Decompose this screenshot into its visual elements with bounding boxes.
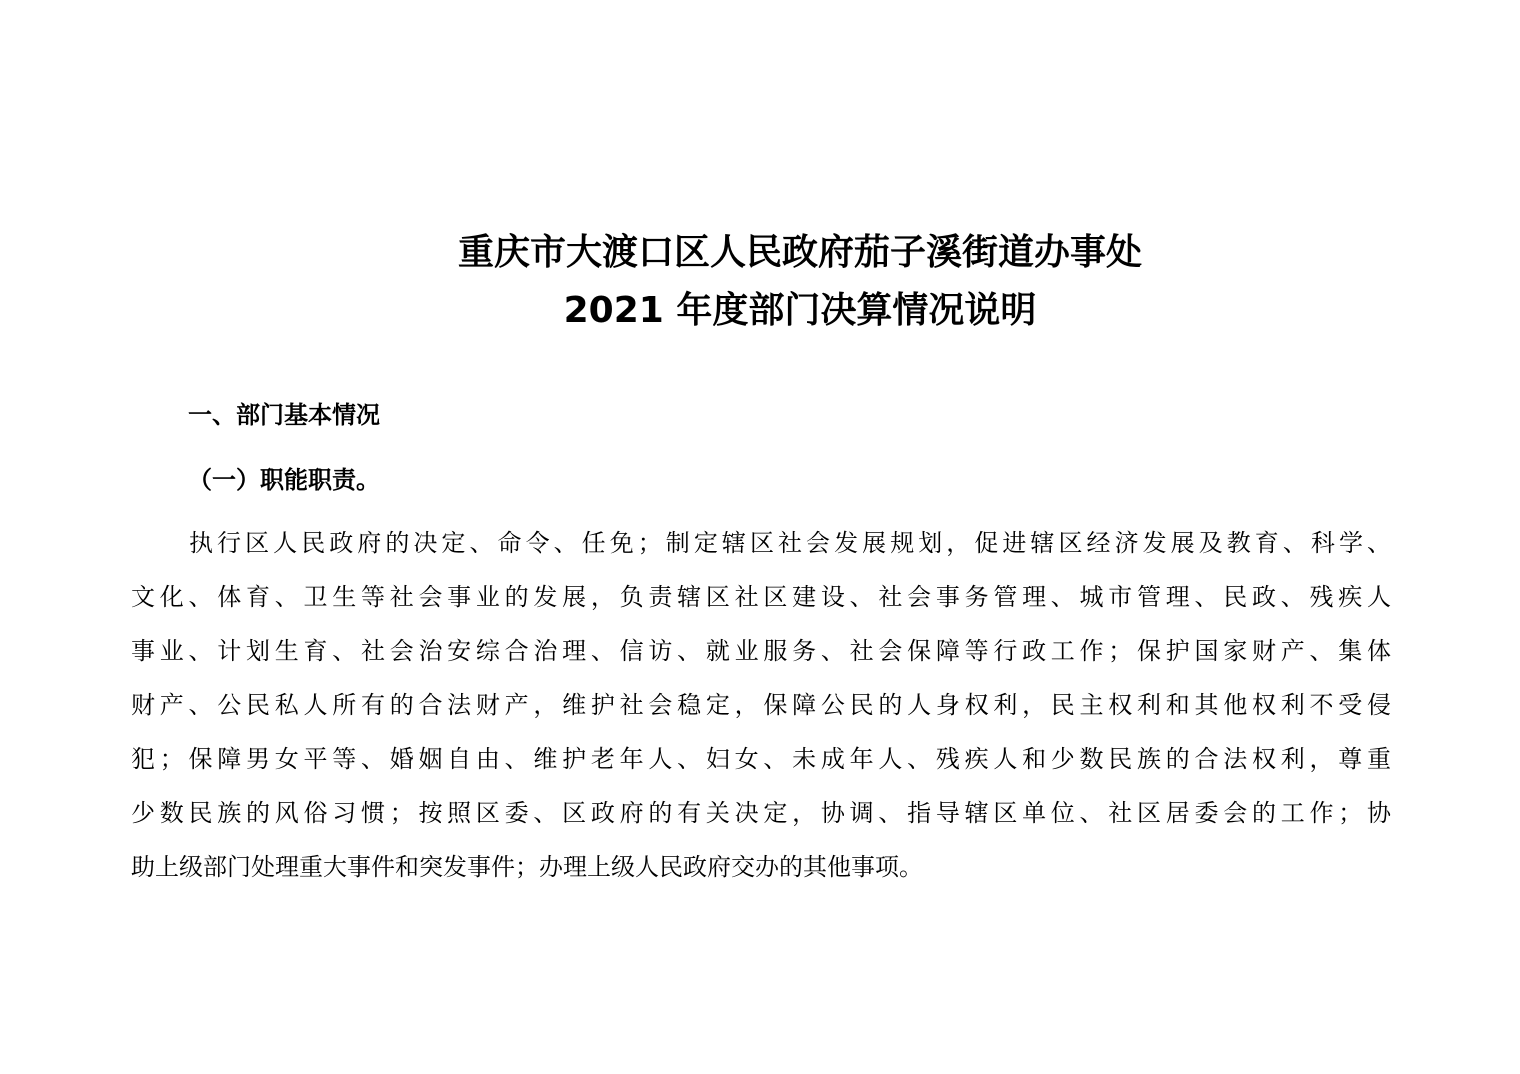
body-line: 少数民族的风俗习惯；按照区委、区政府的有关决定，协调、指导辖区单位、社区居委会的工作；协 [131, 799, 1391, 827]
section-heading: 一、部门基本情况 [188, 401, 380, 429]
document-title-line1: 重庆市大渡口区人民政府茄子溪街道办事处 [457, 232, 1142, 273]
body-line: 事业、计划生育、社会治安综合治理、信访、就业服务、社会保障等行政工作；保护国家财产、集体 [131, 637, 1391, 665]
document-title-line2: 2021 年度部门决算情况说明 [563, 290, 1037, 331]
sub-heading: （一）职能职责。 [188, 466, 380, 494]
body-line: 助上级部门处理重大事件和突发事件；办理上级人民政府交办的其他事项。 [131, 853, 923, 881]
body-line: 执行区人民政府的决定、命令、任免；制定辖区社会发展规划，促进辖区经济发展及教育、科学、 [189, 529, 1391, 557]
body-line: 财产、公民私人所有的合法财产，维护社会稳定，保障公民的人身权利，民主权利和其他权利不受侵 [131, 691, 1391, 719]
body-paragraph [131, 516, 1391, 894]
body-line: 犯；保障男女平等、婚姻自由、维护老年人、妇女、未成年人、残疾人和少数民族的合法权利，尊重 [131, 745, 1391, 773]
body-line: 文化、体育、卫生等社会事业的发展，负责辖区社区建设、社会事务管理、城市管理、民政、残疾人 [131, 583, 1391, 611]
